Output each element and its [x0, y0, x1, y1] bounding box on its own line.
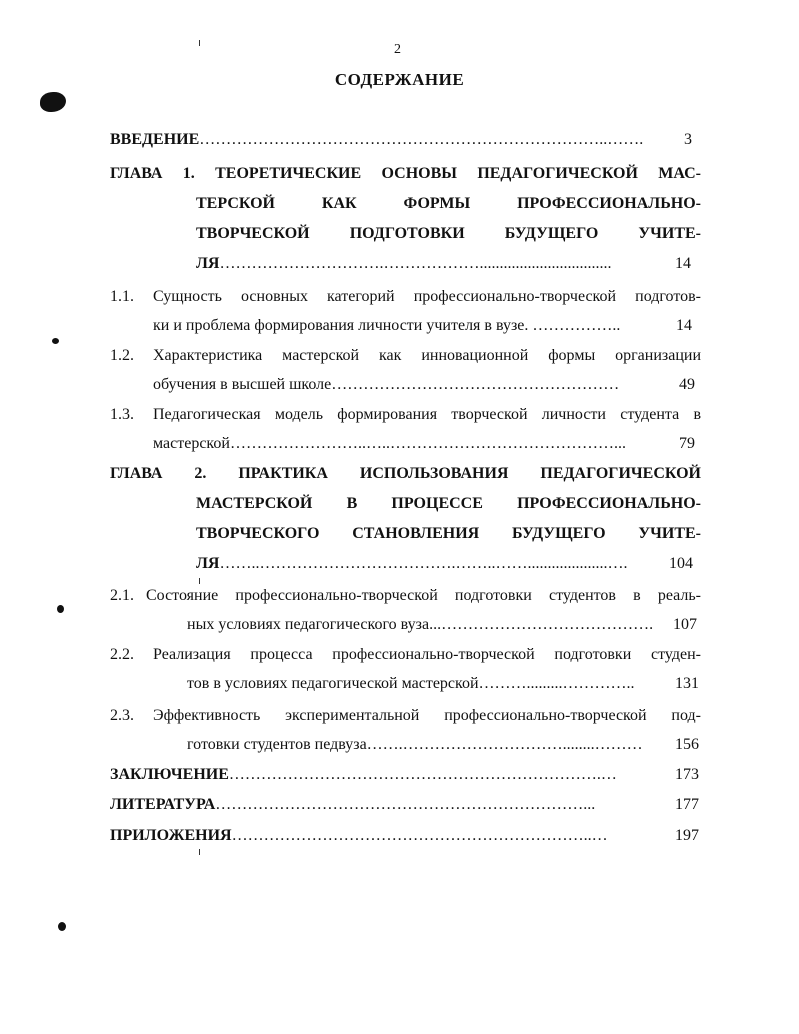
- toc-s2-1-page: 107: [673, 616, 697, 633]
- toc-appendix-page: 197: [675, 827, 699, 844]
- toc-entry-literature: [110, 795, 673, 815]
- toc-literature-page: 177: [675, 796, 699, 813]
- toc-chapter1-line2: ТЕРСКОЙ КАК ФОРМЫ ПРОФЕССИОНАЛЬНО-: [196, 195, 701, 212]
- toc-conclusion-label: ЗАКЛЮЧЕНИЕ: [110, 766, 229, 783]
- page-number: 2: [394, 42, 401, 57]
- toc-chapter2-line4-label: ЛЯ: [196, 555, 220, 572]
- toc-s2-3-num: 2.3.: [110, 707, 134, 724]
- toc-chapter1-line4-label: ЛЯ: [196, 255, 220, 272]
- scan-speck: [57, 605, 64, 613]
- toc-s1-2-line1: Характеристика мастерской как инновационной формы организации: [153, 347, 701, 364]
- toc-chapter2-line1: ГЛАВА 2. ПРАКТИКА ИСПОЛЬЗОВАНИЯ ПЕДАГОГИЧЕСКОЙ: [110, 465, 701, 482]
- toc-chapter2-line3: ТВОРЧЕСКОГО СТАНОВЛЕНИЯ БУДУЩЕГО УЧИТЕ-: [196, 525, 701, 542]
- toc-chapter1-line3: ТВОРЧЕСКОЙ ПОДГОТОВКИ БУДУЩЕГО УЧИТЕ-: [196, 225, 701, 242]
- toc-chapter1-line4: [196, 254, 671, 274]
- toc-intro-dots: …………………………………………………………………..…….: [199, 131, 644, 148]
- toc-s2-3-line1: Эффективность экспериментальной профессионально-творческой под-: [153, 707, 701, 724]
- toc-s1-3-line1: Педагогическая модель формирования творческой личности студента в: [153, 406, 701, 423]
- toc-entry-appendix: [110, 826, 673, 846]
- toc-s2-1-line1: Состояние профессионально-творческой подготовки студентов в реаль-: [146, 587, 701, 604]
- toc-chapter1-page: 14: [675, 255, 691, 272]
- toc-literature-label: ЛИТЕРАТУРА: [110, 796, 216, 813]
- toc-s1-2-page: 49: [679, 376, 695, 393]
- toc-s2-3-line2: готовки студентов педвуза…….…………………………........………: [187, 736, 643, 753]
- toc-s1-2-line2: обучения в высшей школе………………………………………………: [153, 376, 620, 393]
- toc-chapter1-line1: ГЛАВА 1. ТЕОРЕТИЧЕСКИЕ ОСНОВЫ ПЕДАГОГИЧЕСКОЙ МАС-: [110, 165, 701, 182]
- toc-s1-1-line2: ки и проблема формирования личности учителя в вузе. ……………..: [153, 317, 621, 334]
- scan-tick: [199, 40, 200, 46]
- toc-conclusion-page: 173: [675, 766, 699, 783]
- page-title: СОДЕРЖАНИЕ: [334, 70, 465, 89]
- toc-entry-conclusion: [110, 765, 673, 785]
- toc-intro-page: 3: [684, 131, 692, 148]
- toc-s2-2-num: 2.2.: [110, 646, 134, 663]
- toc-chapter2-line2: МАСТЕРСКОЙ В ПРОЦЕССЕ ПРОФЕССИОНАЛЬНО-: [196, 495, 701, 512]
- toc-s2-1-line2: ных условиях педагогического вуза...………………………………….: [187, 616, 654, 633]
- scan-speck: [58, 922, 66, 931]
- toc-s2-2-page: 131: [675, 675, 699, 692]
- toc-s2-1-num: 2.1.: [110, 587, 134, 604]
- toc-appendix-label: ПРИЛОЖЕНИЯ: [110, 827, 232, 844]
- toc-entry-intro: [110, 130, 690, 150]
- toc-s1-2-num: 1.2.: [110, 347, 134, 364]
- toc-s1-3-line2: мастерской……………………..…..……………………………………...: [153, 435, 626, 452]
- toc-s2-3-page: 156: [675, 736, 699, 753]
- scan-blot: [40, 92, 66, 112]
- toc-chapter2-line4: [196, 554, 666, 574]
- toc-s2-2-line2: тов в условиях педагогической мастерской……….........…………..: [187, 675, 635, 692]
- toc-s2-2-line1: Реализация процесса профессионально-творческой подготовки студен-: [153, 646, 701, 663]
- scan-tick: [199, 849, 200, 855]
- toc-conclusion-dots: …………………………………………………………….…: [228, 766, 617, 783]
- toc-s1-3-num: 1.3.: [110, 406, 134, 423]
- toc-chapter1-dots: ………………………….……………….................................: [219, 255, 612, 272]
- toc-literature-dots: ……………………………………………………………...: [215, 796, 596, 813]
- toc-s1-1-line1: Сущность основных категорий профессионально-творческой подготов-: [153, 288, 701, 305]
- toc-s1-3-page: 79: [679, 435, 695, 452]
- toc-s1-1-page: 14: [676, 317, 692, 334]
- toc-s1-1-num: 1.1.: [110, 288, 134, 305]
- toc-intro-label: ВВЕДЕНИЕ: [110, 131, 200, 148]
- scan-speck: [52, 338, 59, 344]
- toc-appendix-dots: …………………………………………………………..…: [231, 827, 608, 844]
- toc-chapter2-dots: ……..……………………………….……..……....................….: [219, 555, 628, 572]
- scan-tick: [199, 578, 200, 584]
- toc-chapter2-page: 104: [669, 555, 693, 572]
